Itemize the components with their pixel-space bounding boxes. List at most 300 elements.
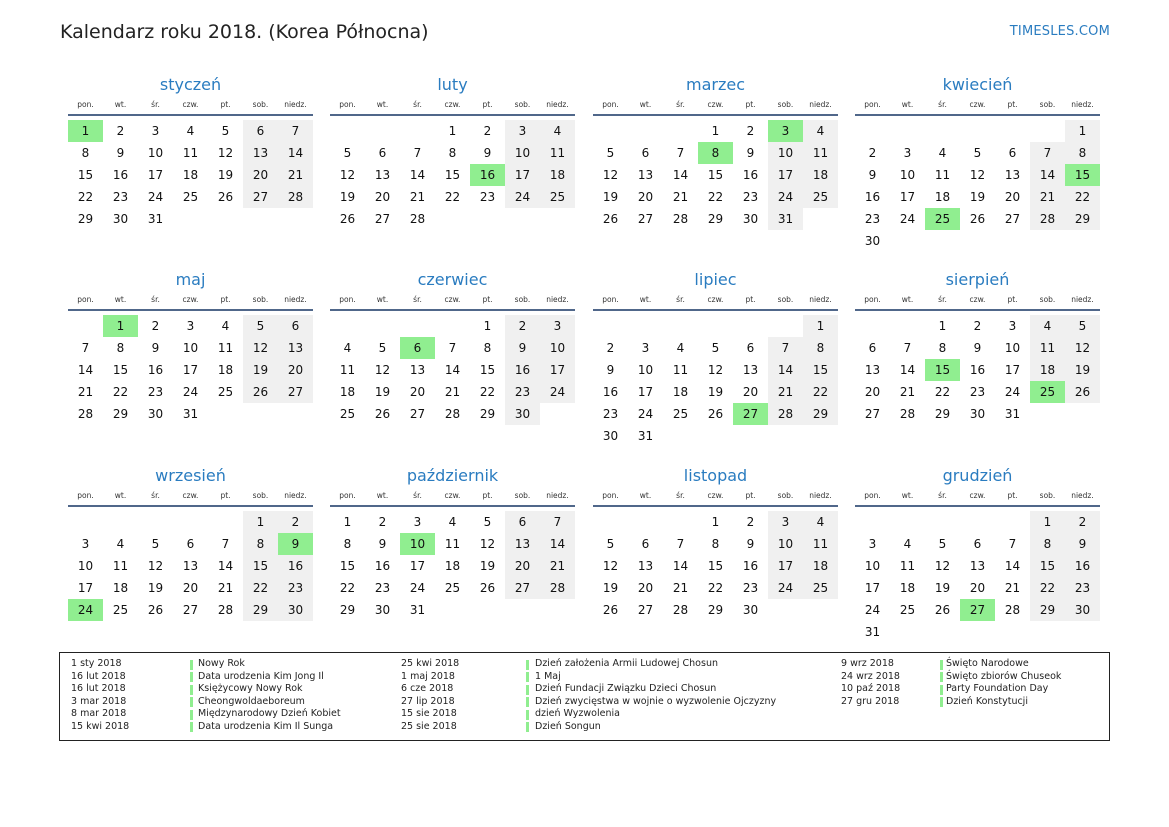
weekday-label: śr. [676, 100, 685, 109]
day-cell: 22 [243, 577, 278, 599]
weekday-label: sob. [777, 295, 794, 304]
day-cell: 9 [151, 341, 160, 355]
day-cell: 31 [1004, 407, 1021, 421]
day-cell: 9 [483, 146, 492, 160]
day-cell: 3 [505, 120, 540, 142]
day-cell: 2 [116, 124, 125, 138]
day-cell: 19 [934, 581, 951, 595]
holiday-marker [190, 672, 193, 682]
weekday-label: niedz. [284, 491, 307, 500]
holiday-marker [190, 710, 193, 720]
holiday-date: 1 maj 2018 [401, 670, 455, 682]
day-cell: 4 [221, 319, 230, 333]
holiday-marker [526, 685, 529, 695]
day-cell: 20 [243, 164, 278, 186]
day-cell: 12 [339, 168, 356, 182]
day-cell: 14 [444, 363, 461, 377]
day-cell: 9 [116, 146, 125, 160]
weekday-label: sob. [1039, 491, 1056, 500]
day-cell: 23 [147, 385, 164, 399]
month-name: sierpień [945, 270, 1010, 289]
header-rule [593, 114, 838, 116]
day-cell: 4 [540, 120, 575, 142]
day-cell: 7 [1008, 537, 1017, 551]
day-cell: 9 [505, 337, 540, 359]
weekday-label: pon. [602, 491, 619, 500]
weekday-label: pon. [339, 100, 356, 109]
day-cell: 23 [479, 190, 496, 204]
day-cell: 1 [938, 319, 947, 333]
day-cell: 19 [602, 190, 619, 204]
holiday-marker [190, 697, 193, 707]
day-cell: 26 [1065, 381, 1100, 403]
header-rule [68, 114, 313, 116]
day-cell: 21 [278, 164, 313, 186]
day-cell: 12 [243, 337, 278, 359]
weekday-label: pt. [1007, 295, 1018, 304]
holiday-date: 15 kwi 2018 [71, 720, 130, 732]
day-cell: 29 [243, 599, 278, 621]
day-cell: 24 [637, 407, 654, 421]
day-cell: 25 [112, 603, 129, 617]
day-cell: 15 [339, 559, 356, 573]
weekday-label: pt. [482, 491, 493, 500]
day-cell: 25 [803, 186, 838, 208]
weekday-label: pt. [745, 100, 756, 109]
day-cell: 20 [742, 385, 759, 399]
weekday-label: pt. [482, 100, 493, 109]
day-cell: 13 [182, 559, 199, 573]
day-cell: 16 [1065, 555, 1100, 577]
holiday-marker [190, 685, 193, 695]
day-cell: 19 [1065, 359, 1100, 381]
holiday-date: 8 mar 2018 [71, 708, 127, 719]
holiday-day-cell: 6 [400, 337, 435, 359]
weekday-label: śr. [413, 295, 422, 304]
weekday-label: sob. [777, 491, 794, 500]
day-cell: 27 [278, 381, 313, 403]
weekday-label: czw. [182, 491, 199, 500]
month-name: lipiec [694, 270, 737, 289]
day-cell: 29 [934, 407, 951, 421]
holiday-name: Dzień założenia Armii Ludowej Chosun [535, 658, 718, 669]
day-cell: 15 [112, 363, 129, 377]
holiday-day-cell: 3 [768, 120, 803, 142]
day-cell: 21 [768, 381, 803, 403]
day-cell: 5 [973, 146, 982, 160]
day-cell: 13 [864, 363, 881, 377]
day-cell: 13 [374, 168, 391, 182]
day-cell: 29 [803, 403, 838, 425]
month-name: styczeń [159, 75, 222, 94]
day-cell: 23 [374, 581, 391, 595]
day-cell: 8 [116, 341, 125, 355]
day-cell: 17 [409, 559, 426, 573]
day-cell: 9 [868, 168, 877, 182]
day-cell: 20 [969, 581, 986, 595]
day-cell: 16 [602, 385, 619, 399]
day-cell: 14 [77, 363, 94, 377]
day-cell: 11 [112, 559, 129, 573]
day-cell: 23 [969, 385, 986, 399]
holiday-name: Nowy Rok [198, 658, 245, 669]
day-cell: 22 [479, 385, 496, 399]
weekday-label: niedz. [1071, 100, 1094, 109]
day-cell: 13 [1004, 168, 1021, 182]
day-cell: 9 [746, 537, 755, 551]
day-cell: 20 [374, 190, 391, 204]
weekday-label: pon. [864, 100, 881, 109]
day-cell: 27 [374, 212, 391, 226]
holiday-name: Party Foundation Day [946, 683, 1049, 694]
weekday-label: pon. [339, 295, 356, 304]
holiday-legend [59, 652, 1110, 741]
day-cell: 18 [339, 385, 356, 399]
weekday-label: pon. [864, 491, 881, 500]
holiday-name: Święto Narodowe [946, 658, 1029, 669]
weekday-label: niedz. [809, 295, 832, 304]
day-cell: 30 [602, 429, 619, 443]
day-cell: 11 [1030, 337, 1065, 359]
holiday-marker [940, 685, 943, 695]
weekday-label: pt. [482, 295, 493, 304]
weekday-label: czw. [444, 100, 461, 109]
weekday-label: wt. [114, 100, 127, 109]
day-cell: 12 [147, 559, 164, 573]
weekday-label: pon. [77, 100, 94, 109]
weekday-label: pon. [602, 295, 619, 304]
day-cell: 14 [540, 533, 575, 555]
day-cell: 15 [479, 363, 496, 377]
day-cell: 30 [112, 212, 129, 226]
day-cell: 3 [768, 511, 803, 533]
day-cell: 19 [707, 385, 724, 399]
weekday-label: czw. [707, 100, 724, 109]
weekday-label: śr. [676, 295, 685, 304]
day-cell: 1 [711, 124, 720, 138]
holiday-marker [190, 660, 193, 670]
day-cell: 13 [742, 363, 759, 377]
holiday-day-cell: 1 [68, 120, 103, 142]
weekday-label: sob. [514, 491, 531, 500]
day-cell: 7 [278, 120, 313, 142]
day-cell: 21 [444, 385, 461, 399]
day-cell: 24 [768, 186, 803, 208]
weekday-label: wt. [639, 491, 652, 500]
day-cell: 7 [413, 146, 422, 160]
weekday-label: niedz. [546, 100, 569, 109]
day-cell: 16 [147, 363, 164, 377]
holiday-marker [526, 697, 529, 707]
holiday-day-cell: 1 [103, 315, 138, 337]
day-cell: 8 [81, 146, 90, 160]
day-cell: 8 [1030, 533, 1065, 555]
day-cell: 28 [768, 403, 803, 425]
day-cell: 1 [711, 515, 720, 529]
day-cell: 20 [505, 555, 540, 577]
holiday-date: 27 gru 2018 [841, 695, 900, 707]
day-cell: 11 [934, 168, 951, 182]
day-cell: 6 [186, 537, 195, 551]
day-cell: 16 [742, 168, 759, 182]
holiday-name: Święto zbiorów Chuseok [946, 670, 1062, 682]
day-cell: 15 [707, 168, 724, 182]
day-cell: 26 [243, 381, 278, 403]
day-cell: 13 [409, 363, 426, 377]
day-cell: 18 [1030, 359, 1065, 381]
month-name: marzec [685, 75, 745, 94]
day-cell: 15 [803, 359, 838, 381]
day-cell: 27 [505, 577, 540, 599]
day-cell: 2 [606, 341, 615, 355]
day-cell: 18 [540, 164, 575, 186]
weekday-label: sob. [1039, 295, 1056, 304]
weekday-label: wt. [639, 295, 652, 304]
holiday-name: Międzynarodowy Dzień Kobiet [198, 708, 341, 719]
day-cell: 31 [864, 625, 881, 639]
day-cell: 27 [637, 212, 654, 226]
day-cell: 5 [1065, 315, 1100, 337]
day-cell: 16 [969, 363, 986, 377]
day-cell: 29 [1065, 208, 1100, 230]
weekday-label: czw. [182, 295, 199, 304]
day-cell: 11 [339, 363, 356, 377]
day-cell: 18 [444, 559, 461, 573]
day-cell: 20 [864, 385, 881, 399]
day-cell: 14 [672, 168, 689, 182]
day-cell: 31 [147, 212, 164, 226]
site-link[interactable]: TIMESLES.COM [1009, 24, 1110, 39]
day-cell: 7 [676, 537, 685, 551]
day-cell: 21 [1004, 581, 1021, 595]
day-cell: 6 [505, 511, 540, 533]
day-cell: 27 [243, 186, 278, 208]
day-cell: 9 [746, 146, 755, 160]
day-cell: 28 [278, 186, 313, 208]
holiday-marker [190, 722, 193, 732]
day-cell: 20 [1004, 190, 1021, 204]
day-cell: 14 [768, 359, 803, 381]
day-cell: 10 [77, 559, 94, 573]
day-cell: 25 [540, 186, 575, 208]
day-cell: 5 [606, 537, 615, 551]
day-cell: 25 [217, 385, 234, 399]
day-cell: 5 [243, 315, 278, 337]
day-cell: 28 [77, 407, 94, 421]
holiday-name: Dzień Songun [535, 720, 601, 732]
day-cell: 16 [505, 359, 540, 381]
day-cell: 14 [1004, 559, 1021, 573]
day-cell: 19 [339, 190, 356, 204]
day-cell: 22 [112, 385, 129, 399]
weekday-label: niedz. [284, 100, 307, 109]
day-cell: 18 [672, 385, 689, 399]
day-cell: 19 [217, 168, 234, 182]
holiday-day-cell: 24 [68, 599, 103, 621]
day-cell: 3 [1008, 319, 1017, 333]
holiday-name: Data urodzenia Kim Il Sunga [198, 720, 334, 732]
day-cell: 16 [278, 555, 313, 577]
day-cell: 16 [374, 559, 391, 573]
weekday-label: pt. [1007, 100, 1018, 109]
weekday-label: czw. [969, 491, 986, 500]
holiday-marker [526, 722, 529, 732]
day-cell: 4 [903, 537, 912, 551]
day-cell: 26 [707, 407, 724, 421]
holiday-date: 25 kwi 2018 [401, 658, 460, 669]
holiday-name: dzień Wyzwolenia [535, 708, 620, 719]
day-cell: 5 [151, 537, 160, 551]
day-cell: 31 [409, 603, 426, 617]
day-cell: 5 [711, 341, 720, 355]
day-cell: 15 [444, 168, 461, 182]
day-cell: 26 [217, 190, 234, 204]
weekday-label: pt. [745, 491, 756, 500]
day-cell: 29 [112, 407, 129, 421]
holiday-day-cell: 27 [733, 403, 768, 425]
weekday-label: czw. [969, 100, 986, 109]
day-cell: 18 [934, 190, 951, 204]
day-cell: 24 [147, 190, 164, 204]
day-cell: 7 [540, 511, 575, 533]
weekday-label: pon. [864, 295, 881, 304]
day-cell: 30 [278, 599, 313, 621]
day-cell: 23 [505, 381, 540, 403]
day-cell: 5 [606, 146, 615, 160]
header-rule [68, 505, 313, 507]
header-rule [855, 505, 1100, 507]
day-cell: 17 [864, 581, 881, 595]
day-cell: 8 [803, 337, 838, 359]
day-cell: 30 [969, 407, 986, 421]
day-cell: 23 [742, 190, 759, 204]
day-cell: 8 [711, 537, 720, 551]
holiday-day-cell: 8 [698, 142, 733, 164]
day-cell: 26 [934, 603, 951, 617]
day-cell: 3 [868, 537, 877, 551]
day-cell: 6 [641, 146, 650, 160]
day-cell: 14 [409, 168, 426, 182]
weekday-label: wt. [901, 100, 914, 109]
day-cell: 3 [641, 341, 650, 355]
day-cell: 4 [116, 537, 125, 551]
day-cell: 30 [864, 234, 881, 248]
day-cell: 8 [1065, 142, 1100, 164]
day-cell: 5 [483, 515, 492, 529]
holiday-date: 15 sie 2018 [401, 708, 457, 719]
weekday-label: sob. [252, 491, 269, 500]
day-cell: 12 [1065, 337, 1100, 359]
day-cell: 2 [483, 124, 492, 138]
holiday-marker [526, 660, 529, 670]
day-cell: 25 [444, 581, 461, 595]
day-cell: 24 [768, 577, 803, 599]
weekday-label: niedz. [546, 491, 569, 500]
day-cell: 6 [746, 341, 755, 355]
holiday-day-cell: 9 [278, 533, 313, 555]
day-cell: 22 [707, 190, 724, 204]
day-cell: 8 [938, 341, 947, 355]
weekday-label: pt. [220, 100, 231, 109]
day-cell: 31 [768, 208, 803, 230]
day-cell: 19 [243, 359, 278, 381]
holiday-day-cell: 25 [1030, 381, 1065, 403]
day-cell: 8 [343, 537, 352, 551]
header-rule [68, 309, 313, 311]
day-cell: 6 [641, 537, 650, 551]
day-cell: 23 [864, 212, 881, 226]
header-rule [855, 114, 1100, 116]
day-cell: 4 [938, 146, 947, 160]
months-grid [68, 0, 1108, 640]
day-cell: 31 [637, 429, 654, 443]
day-cell: 21 [899, 385, 916, 399]
day-cell: 19 [374, 385, 391, 399]
day-cell: 6 [278, 315, 313, 337]
day-cell: 20 [637, 190, 654, 204]
day-cell: 28 [1030, 208, 1065, 230]
day-cell: 5 [343, 146, 352, 160]
day-cell: 3 [151, 124, 160, 138]
weekday-label: śr. [938, 295, 947, 304]
day-cell: 19 [147, 581, 164, 595]
day-cell: 17 [505, 164, 540, 186]
day-cell: 28 [409, 212, 426, 226]
weekday-label: sob. [252, 295, 269, 304]
weekday-label: wt. [114, 295, 127, 304]
month-name: czerwiec [417, 270, 488, 289]
day-cell: 13 [969, 559, 986, 573]
day-cell: 9 [378, 537, 387, 551]
day-cell: 28 [444, 407, 461, 421]
day-cell: 24 [864, 603, 881, 617]
month-name: wrzesień [155, 466, 226, 485]
month-name: luty [437, 75, 468, 94]
day-cell: 5 [221, 124, 230, 138]
weekday-label: czw. [707, 295, 724, 304]
day-cell: 27 [637, 603, 654, 617]
day-cell: 26 [479, 581, 496, 595]
day-cell: 24 [540, 381, 575, 403]
day-cell: 21 [672, 581, 689, 595]
day-cell: 11 [540, 142, 575, 164]
day-cell: 12 [479, 537, 496, 551]
day-cell: 18 [803, 555, 838, 577]
day-cell: 7 [448, 341, 457, 355]
day-cell: 29 [707, 603, 724, 617]
weekday-label: wt. [114, 491, 127, 500]
day-cell: 2 [746, 124, 755, 138]
weekday-label: czw. [444, 491, 461, 500]
day-cell: 28 [540, 577, 575, 599]
weekday-label: czw. [707, 491, 724, 500]
day-cell: 11 [217, 341, 234, 355]
day-cell: 5 [378, 341, 387, 355]
month-name: grudzień [942, 466, 1013, 485]
day-cell: 16 [742, 559, 759, 573]
day-cell: 26 [602, 603, 619, 617]
day-cell: 15 [77, 168, 94, 182]
day-cell: 10 [768, 142, 803, 164]
day-cell: 30 [742, 603, 759, 617]
day-cell: 10 [147, 146, 164, 160]
day-cell: 4 [803, 120, 838, 142]
day-cell: 17 [899, 190, 916, 204]
day-cell: 25 [672, 407, 689, 421]
day-cell: 26 [602, 212, 619, 226]
weekday-label: niedz. [284, 295, 307, 304]
holiday-date: 3 mar 2018 [71, 695, 127, 707]
